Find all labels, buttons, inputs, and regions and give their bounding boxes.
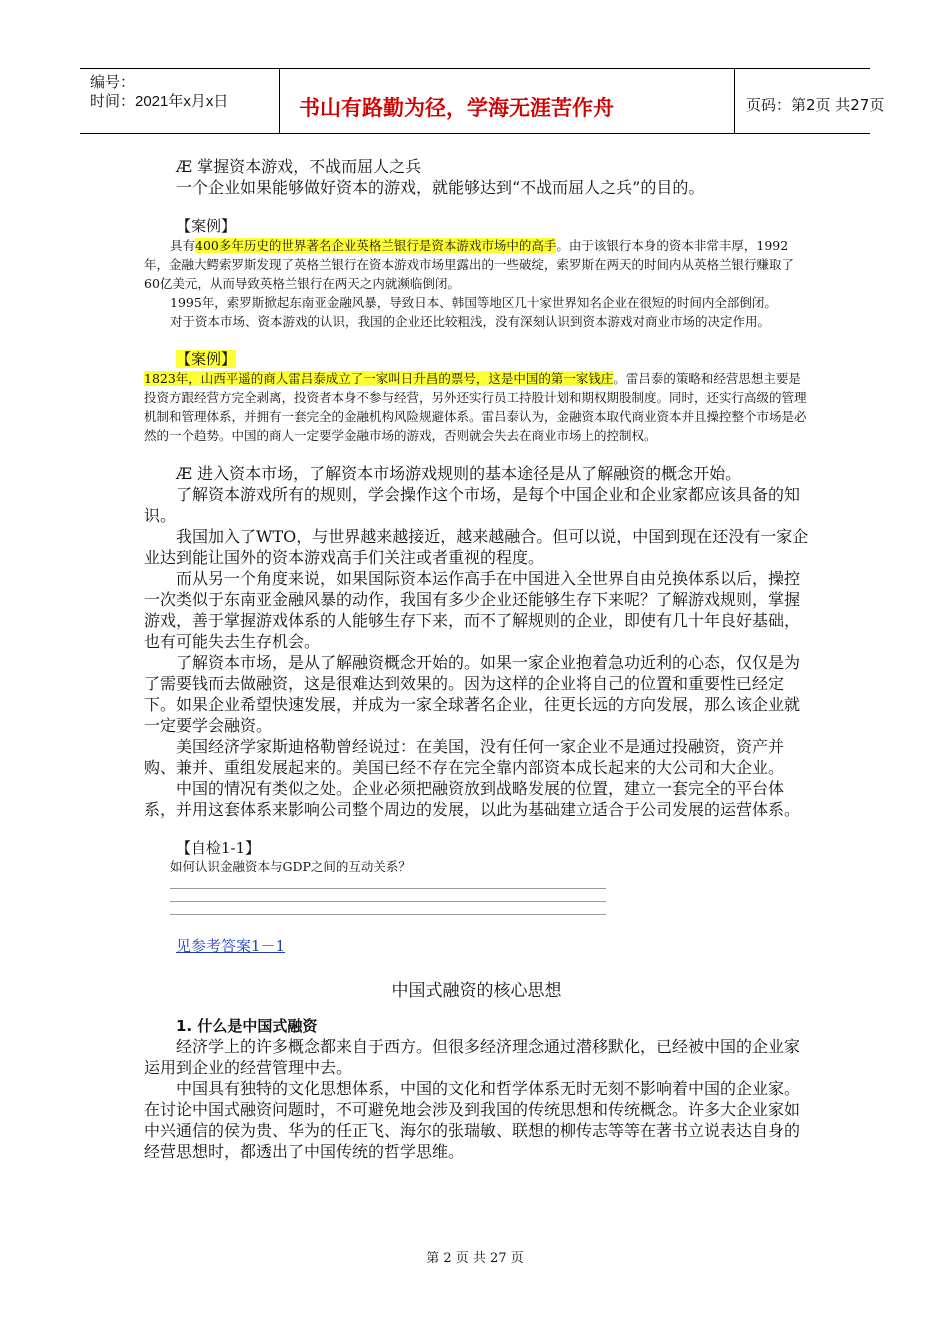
motto-text: 书山有路勤为径，学海无涯苦作舟	[299, 96, 614, 120]
case2-text-post: 。雷吕泰的策略和经营思想主要是投资方跟经营方完全剥离，投资者本身不参与经营，另外还实行员工持股计划和期权期股制度。同时，还实行高级的管理机制和管理体系，并拥有一套完全的金融机构风险规避体系。雷吕泰认为，金融资本取代商业资本并且操控整个市场是必然的一个趋势。中国的商人一定要学金融市场的游戏，否则就会失去在商业市场上的控制权。	[144, 371, 807, 443]
section3-paragraph1: 经济学上的许多概念都来自于西方。但很多经济理念通过潜移默化，已经被中国的企业家运用到企业的经营管理中去。	[144, 1037, 801, 1077]
case1-label: 【案例】	[176, 217, 237, 235]
section2-heading: Æ 进入资本市场，了解资本市场游戏规则的基本途径是从了解融资的概念开始。	[176, 464, 742, 483]
answer-line	[170, 876, 606, 889]
case1-paragraph3: 对于资本市场、资本游戏的认识，我国的企业还比较粗浅，没有深刻认识到资本游戏对商业市场的决定作用。	[170, 314, 771, 329]
section2-paragraph5: 美国经济学家斯迪格勒曾经说过：在美国，没有任何一家企业不是通过投融资，资产并购、兼并、重组发展起来的。美国已经不存在完全靠内部资本成长起来的大公司和大企业。	[144, 737, 785, 777]
answer-line	[170, 889, 606, 902]
case2-label-text: 【案例】	[176, 350, 237, 368]
header-motto	[279, 69, 735, 133]
section2-paragraph1: 了解资本游戏所有的规则，学会操作这个市场，是每个中国企业和企业家都应该具备的知识。	[144, 485, 801, 525]
sub-heading: 1. 什么是中国式融资	[176, 1017, 318, 1035]
code-label: 编号：	[90, 74, 136, 91]
self-check-label: 【自检1-1】	[176, 839, 261, 857]
case1-paragraph2: 1995年，索罗斯掀起东南亚金融风暴，导致日本、韩国等地区几十家世界知名企业在很短的时间内全部倒闭。	[170, 295, 777, 310]
case1-highlight: 400多年历史的世界著名企业英格兰银行是资本游戏市场中的高手	[195, 238, 557, 253]
header-meta	[80, 69, 280, 133]
case1-text-post: 。由于该银行本身的资本非常丰厚，1992年，金融大鳄索罗斯发现了英格兰银行在资本游戏市场里露出的一些破绽，索罗斯在两天的时间内从英格兰银行赚取了60亿美元，从而导致英格兰银行在两天之内就濒临倒闭。	[144, 238, 795, 291]
section1-text: 一个企业如果能够做好资本的游戏，就能够达到“不战而屈人之兵”的目的。	[176, 178, 705, 197]
answer-lines	[170, 876, 606, 915]
self-check-question: 如何认识金融资本与GDP之间的互动关系？	[170, 859, 411, 874]
section-title: 中国式融资的核心思想	[391, 981, 562, 1001]
section3-paragraph2: 中国具有独特的文化思想体系，中国的文化和哲学体系无时无刻不影响着中国的企业家。在讨论中国式融资问题时，不可避免地会涉及到我国的传统思想和传统概念。许多大企业家如中兴通信的侯为贵、华为的任正飞、海尔的张瑞敏、联想的柳传志等等在著书立说表达自身的经营思想时，都透出了中国传统的哲学思维。	[144, 1079, 801, 1161]
answer-link[interactable]: 见参考答案1－1	[176, 937, 286, 955]
section1-heading: Æ 掌握资本游戏，不战而屈人之兵	[176, 157, 422, 176]
document-body	[144, 156, 809, 1162]
case2-highlight: 1823年，山西平遥的商人雷吕泰成立了一家叫日升昌的票号，这是中国的第一家钱庄	[144, 371, 614, 386]
answer-line	[170, 902, 606, 915]
header-page-info	[734, 69, 885, 133]
case1-paragraph1	[144, 236, 809, 293]
section2-paragraph6: 中国的情况有类似之处。企业必须把融资放到战略发展的位置，建立一套完全的平台体系，并用这套体系来影响公司整个周边的发展，以此为基础建立适合于公司发展的运营体系。	[144, 779, 801, 819]
page-footer: 第 2 页 共 27 页	[426, 1251, 524, 1266]
section2-paragraph3: 而从另一个角度来说，如果国际资本运作高手在中国进入全世界自由兑换体系以后，操控一次类似于东南亚金融风暴的动作，我国有多少企业还能够生存下来呢？了解游戏规则，掌握游戏，善于掌握游戏体系的人能够生存下来，而不了解规则的企业，即使有几十年良好基础，也有可能失去生存机会。	[144, 569, 801, 651]
case1-text-pre: 具有	[170, 238, 196, 253]
page-header	[80, 68, 885, 134]
section2-paragraph4: 了解资本市场，是从了解融资概念开始的。如果一家企业抱着急功近利的心态，仅仅是为了需要钱而去做融资，这是很难达到效果的。因为这样的企业将自己的位置和重要性已经定下。如果企业希望快速发展，并成为一家全球著名企业，往更长远的方向发展，那么该企业就一定要学会融资。	[144, 653, 801, 735]
section2-paragraph2: 我国加入了WTO，与世界越来越接近，越来越融合。但可以说，中国到现在还没有一家企业达到能让国外的资本游戏高手们关注或者重视的程度。	[144, 527, 809, 567]
case2-paragraph	[144, 369, 809, 445]
time-label: 时间：2021年x月x日	[90, 93, 229, 110]
page-info-text: 页码：第2页 共27页	[746, 96, 885, 114]
case2-label	[144, 349, 809, 369]
